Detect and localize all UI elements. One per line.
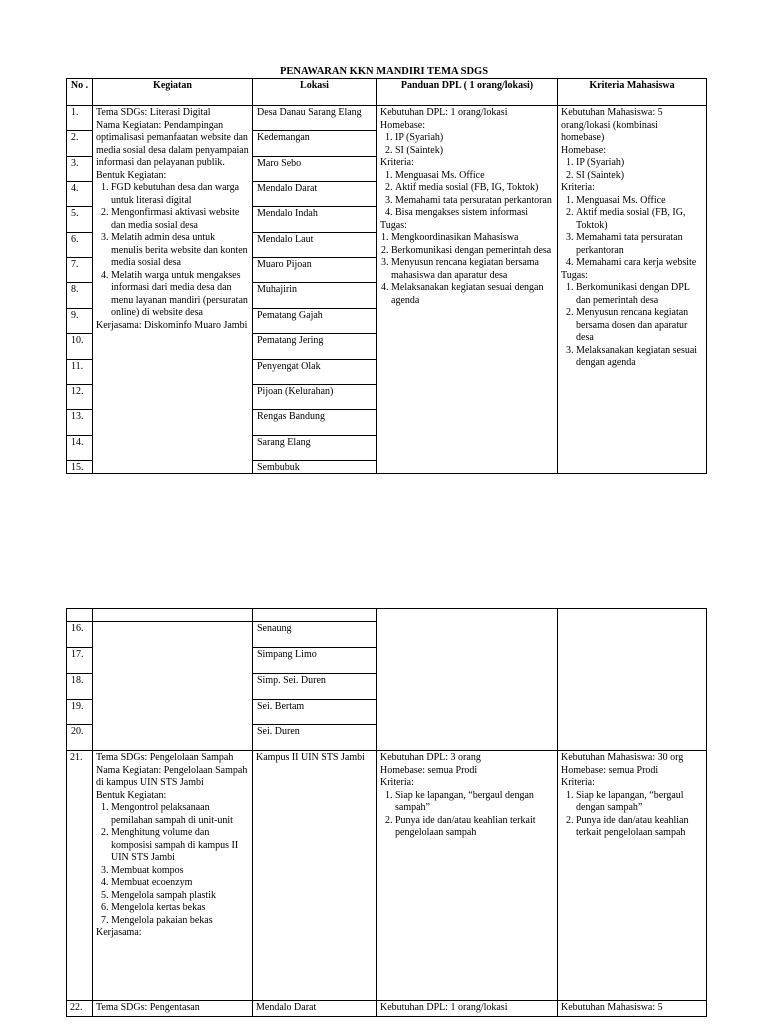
header-no: No .: [67, 79, 93, 106]
location-item: Sei. Duren: [257, 726, 300, 737]
kegiatan-kerjasama: Kerjasama:: [96, 927, 142, 938]
table-row: [67, 1001, 707, 1017]
list-item: 7. Mengelola pakaian bekas: [111, 915, 249, 928]
list-item: 1. Berkomunikasi dengan DPL dan pemerintah desa: [576, 282, 703, 307]
location-item: Pematang Jering: [253, 334, 376, 360]
list-item: 2. Aktif media sosial (FB, IG, Toktok): [576, 207, 703, 232]
location-item: Mendalo Laut: [253, 233, 376, 258]
row-number: 21.: [67, 751, 93, 1001]
panduan-kriteria-label: Kriteria:: [380, 157, 414, 168]
list-item: 2. Punya ide dan/atau keahlian terkait pengelolaan sampah: [395, 815, 554, 840]
kegiatan-bentuk-list: [96, 802, 249, 927]
kegiatan-nama: Nama Kegiatan: Pengelolaan Sampah di kampus UIN STS Jambi: [96, 764, 248, 788]
list-item: 4. Memahami cara kerja website: [576, 257, 703, 270]
table-row: [67, 751, 707, 1001]
location-item: Desa Danau Sarang Elang: [253, 106, 376, 131]
table-row: [67, 609, 707, 622]
list-item: 4. Membuat ecoenzym: [111, 877, 249, 890]
panduan-tugas-label: Tugas:: [380, 219, 407, 231]
location-item: Sei. Bertam: [253, 700, 376, 725]
location-item: Rengas Bandung: [253, 410, 376, 436]
blank-cell: [377, 609, 558, 751]
list-item: 1. Siap ke lapangan, “bergaul dengan sampah”: [576, 790, 703, 815]
location-item: Sarang Elang: [253, 436, 376, 461]
location-item: Simpang Limo: [253, 648, 376, 674]
list-item: 1. Menguasai Ms. Office: [576, 195, 703, 208]
panduan-tugas-list: [380, 232, 554, 307]
panduan-kriteria-label: Kriteria:: [380, 777, 414, 788]
list-item: 2. Punya ide dan/atau keahlian terkait pengelolaan sampah: [576, 815, 703, 840]
panduan-cell: [377, 106, 558, 474]
list-item: 2. Menyusun rencana kegiatan bersama dosen dan aparatur desa: [576, 307, 703, 345]
header-kriteria: Kriteria Mahasiswa: [558, 79, 707, 106]
row-number: 10.: [67, 334, 92, 360]
list-item: 3. Memahami tata persuratan perkantoran: [576, 232, 703, 257]
row-number: 17.: [67, 648, 92, 674]
location-item: Mendalo Darat: [253, 182, 376, 207]
mhs-kebutuhan: Kebutuhan Mahasiswa: 5 orang/lokasi (kombinasi homebase): [561, 107, 663, 143]
row-number: 16.: [67, 622, 92, 648]
list-item: 3. Melaksanakan kegiatan sesuai dengan agenda: [576, 345, 703, 370]
kkn-table-page-2: [66, 608, 707, 1017]
list-item: 1. IP (Syariah): [576, 157, 703, 170]
table-row: [67, 106, 707, 474]
kriteria-cell: [558, 751, 707, 1001]
list-item: 1. Mengontrol pelaksanaan pemilahan sampah di unit-unit: [111, 802, 249, 827]
list-item: 4. Melaksanakan kegiatan sesuai dengan agenda: [391, 282, 554, 307]
blank-cell: [253, 609, 377, 622]
panduan-cell: Kebutuhan DPL: 1 orang/lokasi: [377, 1001, 558, 1017]
row-number: 13.: [67, 410, 92, 436]
kegiatan-bentuk-label: Bentuk Kegiatan:: [96, 169, 167, 181]
panduan-homebase-list: [380, 132, 554, 157]
mhs-kriteria-list: [561, 790, 703, 840]
list-item: 3. Memahami tata persuratan perkantoran: [395, 195, 554, 208]
list-item: 1. IP (Syariah): [395, 132, 554, 145]
row-number: 15.: [71, 462, 84, 473]
list-item: 2. Menghitung volume dan komposisi sampah di kampus II UIN STS Jambi: [111, 827, 249, 865]
panduan-cell: [377, 751, 558, 1001]
kegiatan-bentuk-label: Bentuk Kegiatan:: [96, 789, 167, 801]
kegiatan-cell: [93, 751, 253, 1001]
location-item: Kedemangan: [253, 131, 376, 157]
row-number: 6.: [67, 233, 92, 258]
list-item: 1. Menguasai Ms. Office: [395, 170, 554, 183]
mhs-homebase-list: [561, 157, 703, 182]
list-item: 3. Melatih admin desa untuk menulis berita website dan konten media sosial desa: [111, 232, 249, 270]
row-number: 20.: [71, 726, 84, 737]
list-item: 1. Siap ke lapangan, “bergaul dengan sampah”: [395, 790, 554, 815]
kegiatan-bentuk-list: [96, 182, 249, 320]
blank-cell: [93, 622, 253, 751]
lokasi-column: [253, 106, 377, 474]
blank-cell: [558, 609, 707, 751]
kriteria-cell: [558, 106, 707, 474]
list-item: 3. Membuat kompos: [111, 865, 249, 878]
lokasi-column: [253, 622, 377, 751]
number-column: [67, 106, 93, 474]
list-item: 2. SI (Saintek): [395, 145, 554, 158]
header-lokasi: Lokasi: [253, 79, 377, 106]
location-item: Sembubuk: [257, 462, 300, 473]
panduan-kriteria-list: [380, 790, 554, 840]
location-item: Mendalo Indah: [253, 207, 376, 233]
row-number: 3.: [67, 157, 92, 182]
row-number: 9.: [67, 309, 92, 334]
list-item: 2. Berkomunikasi dengan pemerintah desa: [391, 245, 554, 258]
row-number: 1.: [67, 106, 92, 131]
document-title: PENAWARAN KKN MANDIRI TEMA SDGS: [279, 66, 489, 77]
row-number: 8.: [67, 283, 92, 309]
list-item: 2. Mengonfirmasi aktivasi website dan media sosial desa: [111, 207, 249, 232]
lokasi-cell: Mendalo Darat: [253, 1001, 377, 1017]
mhs-homebase: Homebase: semua Prodi: [561, 764, 659, 776]
row-number: 12.: [67, 385, 92, 410]
list-item: 1. FGD kebutuhan desa dan warga untuk literasi digital: [111, 182, 249, 207]
list-item: 3. Menyusun rencana kegiatan bersama mahasiswa dan aparatur desa: [391, 257, 554, 282]
location-item: Penyengat Olak: [253, 360, 376, 385]
row-number: 18.: [67, 674, 92, 700]
row-number: 11.: [67, 360, 92, 385]
kriteria-cell: Kebutuhan Mahasiswa: 5: [558, 1001, 707, 1017]
header-kegiatan: Kegiatan: [93, 79, 253, 106]
mhs-kriteria-label: Kriteria:: [561, 182, 595, 193]
list-item: 2. Aktif media sosial (FB, IG, Toktok): [395, 182, 554, 195]
row-number: 2.: [67, 131, 92, 157]
list-item: 6. Mengelola kertas bekas: [111, 902, 249, 915]
panduan-homebase: Homebase: semua Prodi: [380, 764, 478, 776]
row-number: 19.: [67, 700, 92, 725]
kegiatan-cell: Tema SDGs: Pengentasan: [93, 1001, 253, 1017]
row-number: 5.: [67, 207, 92, 233]
list-item: 1. Mengkoordinasikan Mahasiswa: [391, 232, 554, 245]
row-number: 7.: [67, 258, 92, 283]
kegiatan-kerjasama: Kerjasama: Diskominfo Muaro Jambi: [96, 319, 248, 331]
row-number: 14.: [67, 436, 92, 461]
kegiatan-nama: Nama Kegiatan: Pendampingan optimalisasi pemanfaatan website dan media sosial desa dalam penyampaian informasi dan pelayanan publik.: [96, 119, 249, 168]
location-item: Pematang Gajah: [253, 309, 376, 334]
mhs-kebutuhan: Kebutuhan Mahasiswa: 30 org: [561, 752, 684, 763]
list-item: 4. Melatih warga untuk mengakses informasi dari media desa dan menu layanan mandiri (persuratan online) di website desa: [111, 270, 249, 320]
kegiatan-tema: Tema SDGs: Pengelolaan Sampah: [96, 752, 234, 763]
kkn-table-page-1: [66, 78, 707, 474]
row-number: 4.: [67, 182, 92, 207]
panduan-kriteria-list: [380, 170, 554, 220]
kegiatan-tema: Tema SDGs: Literasi Digital: [96, 107, 211, 118]
list-item: 2. SI (Saintek): [576, 170, 703, 183]
mhs-kriteria-label: Kriteria:: [561, 777, 595, 788]
panduan-kebutuhan: Kebutuhan DPL: 1 orang/lokasi: [380, 107, 508, 118]
location-item: Senaung: [253, 622, 376, 648]
lokasi-cell: Kampus II UIN STS Jambi: [253, 751, 377, 1001]
location-item: Pijoan (Kelurahan): [253, 385, 376, 410]
list-item: 5. Mengelola sampah plastik: [111, 890, 249, 903]
location-item: Muhajirin: [253, 283, 376, 309]
list-item: 4. Bisa mengakses sistem informasi: [395, 207, 554, 220]
mhs-tugas-label: Tugas:: [561, 269, 588, 281]
blank-cell: [93, 609, 253, 622]
location-item: Simp. Sei. Duren: [253, 674, 376, 700]
panduan-homebase-label: Homebase:: [380, 119, 425, 131]
header-panduan: Panduan DPL ( 1 orang/lokasi): [377, 79, 558, 106]
mhs-homebase-label: Homebase:: [561, 144, 606, 156]
panduan-kebutuhan: Kebutuhan DPL: 3 orang: [380, 752, 481, 763]
blank-cell: [67, 609, 93, 622]
location-item: Maro Sebo: [253, 157, 376, 182]
mhs-kriteria-list: [561, 195, 703, 270]
location-item: Muaro Pijoan: [253, 258, 376, 283]
kegiatan-cell: [93, 106, 253, 474]
row-number: 22.: [67, 1001, 93, 1017]
table-header-row: [67, 79, 707, 106]
mhs-tugas-list: [561, 282, 703, 370]
number-column: [67, 622, 93, 751]
